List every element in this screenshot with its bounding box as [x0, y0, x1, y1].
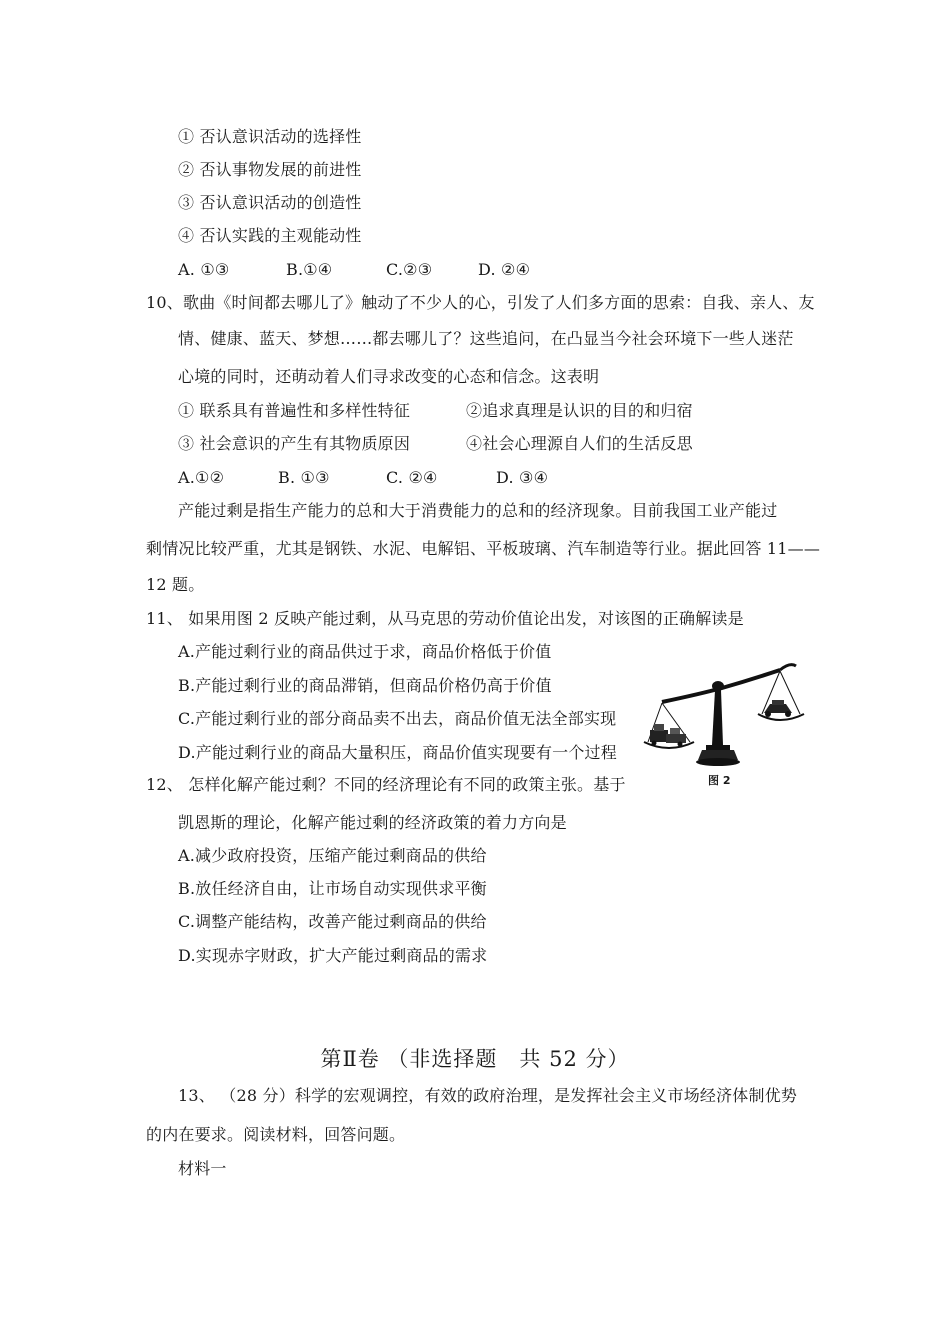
q10-stem-line-3: 心境的同时，还萌动着人们寻求改变的心态和信念。这表明	[178, 367, 600, 386]
q10-stem-line-2: 情、健康、蓝天、梦想……都去哪儿了？这些追问，在凸显当今社会环境下一些人迷茫	[178, 329, 794, 348]
intro-line-1: 产能过剩是指生产能力的总和大于消费能力的总和的经济现象。目前我国工业产能过	[178, 501, 778, 520]
q9-option-c: C.②③	[386, 260, 433, 279]
q10-item-3: ③ 社会意识的产生有其物质原因	[178, 434, 411, 453]
q11-option-a: A.产能过剩行业的商品供过于求，商品价格低于价值	[178, 642, 552, 661]
q12-option-b: B.放任经济自由，让市场自动实现供求平衡	[178, 879, 487, 898]
q9-option-d: D. ②④	[478, 260, 531, 279]
q12-option-d: D.实现赤字财政，扩大产能过剩商品的需求	[178, 946, 488, 965]
q10-items-row-1	[178, 400, 693, 422]
q9-item-2: ② 否认事物发展的前进性	[178, 160, 362, 179]
q9-options	[178, 259, 530, 281]
q10-item-4: ④社会心理源自人们的生活反思	[466, 434, 693, 453]
q10-item-1: ① 联系具有普遍性和多样性特征	[178, 401, 411, 420]
q10-option-a: A.①②	[178, 468, 225, 487]
q13-stem-line-1: 13、 （28 分）科学的宏观调控，有效的政府治理，是发挥社会主义市场经济体制优势	[178, 1086, 798, 1105]
q10-items-row-2	[178, 433, 693, 455]
q9-item-4: ④ 否认实践的主观能动性	[178, 226, 362, 245]
q10-item-2: ②追求真理是认识的目的和归宿	[466, 401, 693, 420]
q12-option-c: C.调整产能结构，改善产能过剩商品的供给	[178, 912, 487, 931]
q10-option-d: D. ③④	[496, 468, 549, 487]
intro-line-2: 剩情况比较严重，尤其是钢铁、水泥、电解铝、平板玻璃、汽车制造等行业。据此回答 11——	[146, 539, 821, 558]
q10-option-b: B. ①③	[278, 468, 330, 487]
q10-option-c: C. ②④	[386, 468, 438, 487]
q13-stem-line-2: 的内在要求。阅读材料，回答问题。	[146, 1125, 406, 1144]
q11-option-c: C.产能过剩行业的部分商品卖不出去，商品价值无法全部实现	[178, 709, 617, 728]
q9-option-b: B.①④	[286, 260, 333, 279]
q11-option-d: D.产能过剩行业的商品大量积压，商品价值实现要有一个过程	[178, 743, 617, 762]
q10-options	[178, 467, 548, 489]
q11-option-b: B.产能过剩行业的商品滞销，但商品价格仍高于价值	[178, 676, 552, 695]
figure-caption: 图 2	[708, 774, 731, 787]
q13-material-label: 材料一	[178, 1159, 227, 1178]
q11-stem: 11、 如果用图 2 反映产能过剩，从马克思的劳动价值论出发，对该图的正确解读是	[146, 609, 744, 628]
intro-line-3: 12 题。	[146, 575, 205, 594]
q12-stem-line-1: 12、 怎样化解产能过剩？不同的经济理论有不同的政策主张。基于	[146, 775, 626, 794]
q12-stem-line-2: 凯恩斯的理论，化解产能过剩的经济政策的着力方向是	[178, 813, 567, 832]
section-2-title: 第Ⅱ卷 （非选择题 共 52 分）	[320, 1047, 630, 1071]
q9-item-1: ① 否认意识活动的选择性	[178, 127, 362, 146]
q10-stem-line-1: 10、歌曲《时间都去哪儿了》触动了不少人的心，引发了人们多方面的思索：自我、亲人、友	[146, 293, 815, 312]
q12-option-a: A.减少政府投资，压缩产能过剩商品的供给	[178, 846, 487, 865]
q9-option-a: A. ①③	[178, 260, 230, 279]
q9-item-3: ③ 否认意识活动的创造性	[178, 193, 362, 212]
